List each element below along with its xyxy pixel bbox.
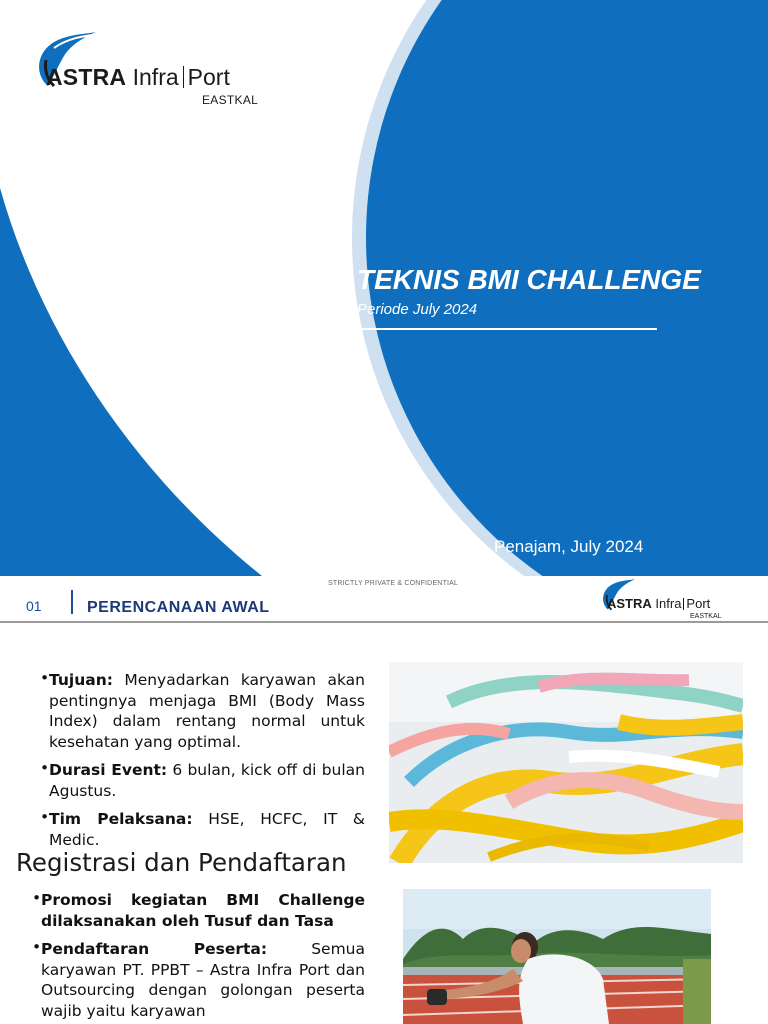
section-divider — [71, 590, 73, 614]
astra-infra-port-logo — [34, 30, 274, 110]
bullet-tim — [40, 809, 365, 850]
bullet-label: Promosi kegiatan BMI Challenge dilaksanakan oleh Tusuf dan Tasa — [41, 891, 365, 930]
confidential-label: STRICTLY PRIVATE & CONFIDENTIAL — [328, 580, 459, 587]
astra-infra-port-logo-small — [600, 578, 740, 624]
bullet-label: Pendaftaran Peserta: — [41, 940, 268, 958]
runner-illustration — [403, 889, 711, 1024]
runner-stretching-photo — [403, 889, 711, 1024]
logo-small-brand-port: Port — [686, 596, 711, 611]
logo-small-sub-eastkal: EASTKAL — [690, 613, 722, 620]
bullet-label: Tujuan: — [49, 671, 113, 689]
measuring-tapes-illustration — [389, 662, 743, 863]
cover-place-date: Penajam, July 2024 — [494, 537, 644, 556]
measuring-tapes-photo — [389, 662, 743, 863]
bullet-text: Semua karyawan PT. PPBT – Astra Infra Port dan Outsourcing dengan golongan peserta wajib yaitu karyawan — [41, 940, 365, 1020]
logo-brand-infra: Infra — [132, 64, 179, 90]
planning-slide — [0, 576, 768, 1024]
logo-small-brand-infra: Infra — [655, 596, 682, 611]
bullet-durasi — [40, 760, 365, 801]
bullet-label: Tim Pelaksana: — [49, 810, 193, 828]
registration-heading: Registrasi dan Pendaftaran — [16, 848, 347, 877]
logo-sub-eastkal: EASTKAL — [202, 93, 259, 107]
bullet-tujuan — [40, 670, 365, 752]
logo-brand-astra: ASTRA — [46, 64, 127, 90]
logo-separator — [183, 66, 184, 88]
bullet-text: 6 bulan, kick off di bulan Agustus. — [49, 761, 365, 800]
cover-title-rule — [357, 328, 657, 330]
logo-small-brand-astra: ASTRA — [607, 596, 652, 611]
section-number: 01 — [26, 598, 42, 614]
cover-left-arc — [0, 188, 262, 576]
bullet-promosi — [32, 890, 365, 931]
bullet-pendaftaran — [32, 939, 365, 1021]
bullet-label: Durasi Event: — [49, 761, 168, 779]
logo-brand-port: Port — [187, 64, 230, 90]
cover-title: TEKNIS BMI CHALLENGE — [357, 264, 701, 295]
bullet-text: HSE, HCFC, IT & Medic. — [49, 810, 365, 849]
planning-bullet-list — [40, 670, 365, 858]
logo-small-separator — [683, 598, 684, 610]
cover-period: Periode July 2024 — [357, 301, 478, 318]
registration-bullet-list — [32, 890, 365, 1024]
bullet-text: Menyadarkan karyawan akan pentingnya menjaga BMI (Body Mass Index) dalam rentang normal untuk kesehatan yang optimal. — [49, 671, 365, 751]
section-title: PERENCANAAN AWAL — [87, 599, 270, 616]
